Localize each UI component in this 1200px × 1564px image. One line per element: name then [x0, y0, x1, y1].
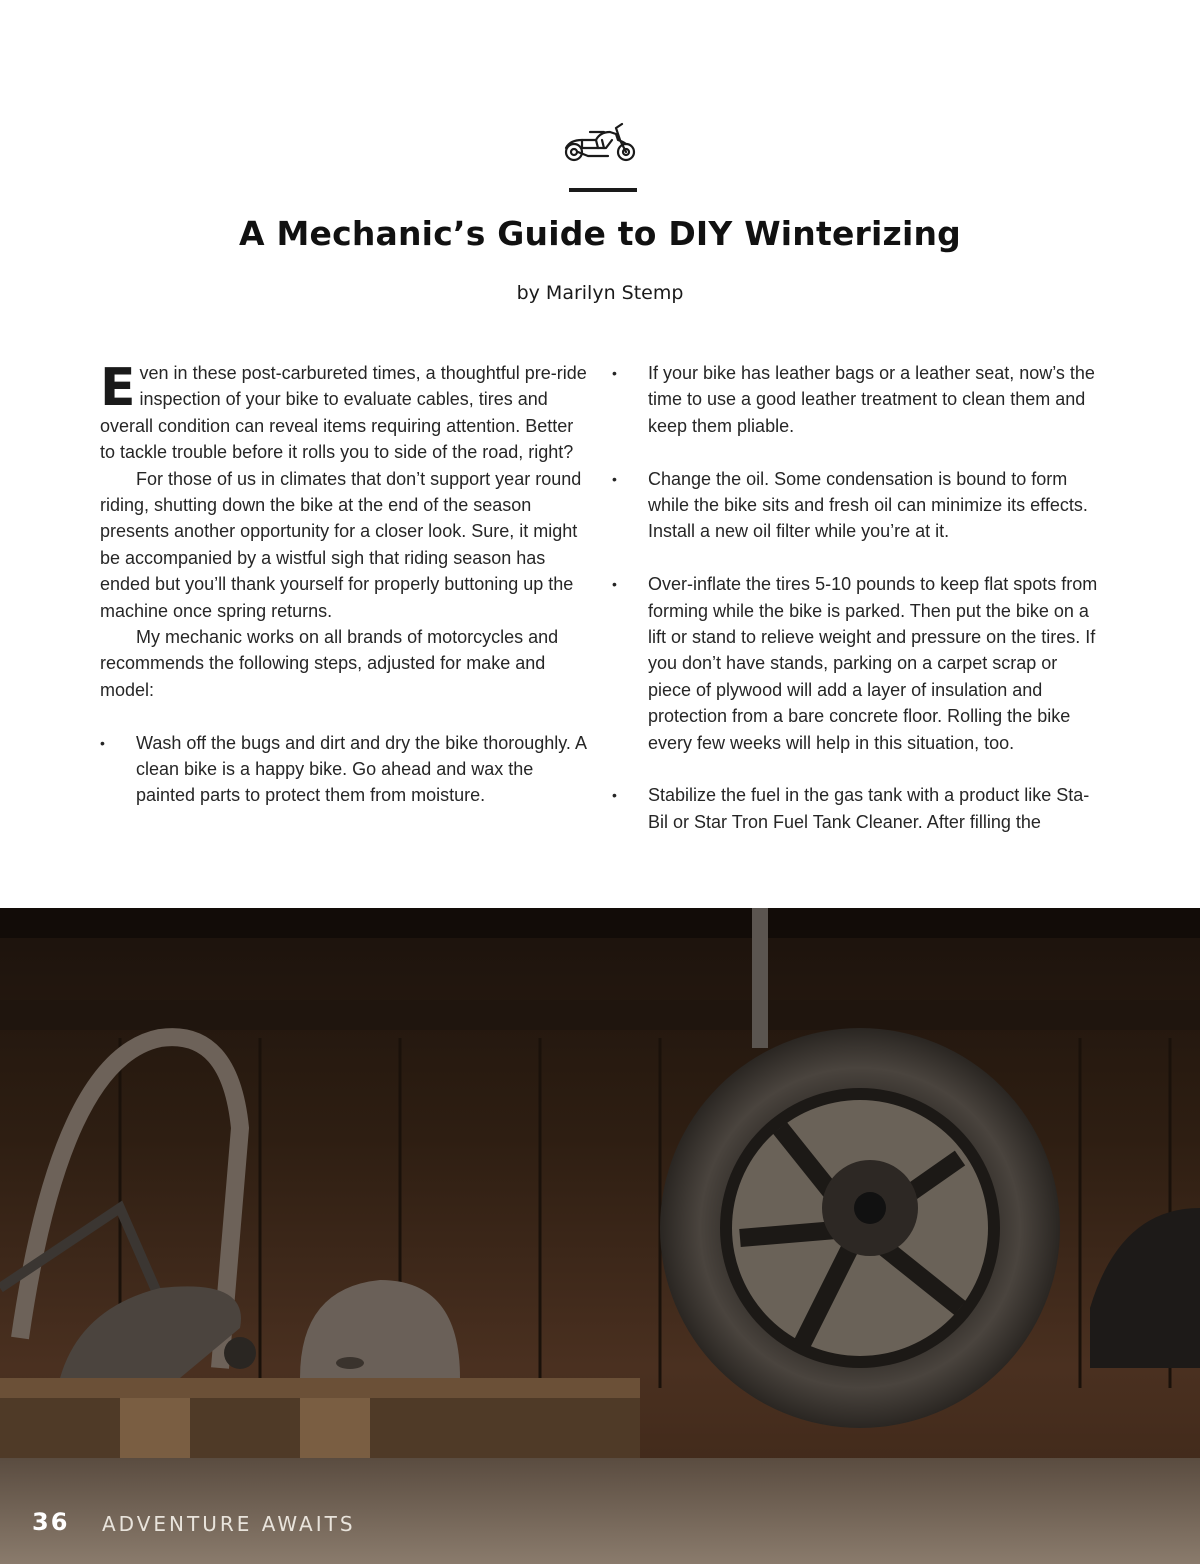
step-text: Change the oil. Some condensation is bound to form while the bike sits and fresh oil can minimize its effects. Install a new oil filter while you’re at it.: [648, 468, 1088, 542]
intro-text: ven in these post-carbureted times, a thoughtful pre-ride inspection of your bike to evaluate cables, tires and overall condition can reveal items requiring attention. Better to tackle trouble before it rolls you to side of the road, right?: [100, 363, 587, 463]
step-text: If your bike has leather bags or a leather seat, now’s the time to use a good leather treatment to clean them and keep them pliable.: [648, 363, 1095, 436]
step-text: Over-inflate the tires 5-10 pounds to keep flat spots from forming while the bike is parked. Then put the bike on a lift or stand to relieve weight and pressure on the tires. If you don’t have stands, parking on a carpet scrap or piece of plywood will add a layer of insulation and protection from a bare concrete floor. Rolling the bike every few weeks will help in this situation, too.: [648, 574, 1098, 753]
left-column: [100, 360, 590, 835]
garage-photo: [0, 908, 1200, 1564]
list-item: [600, 571, 1102, 756]
drop-cap: E: [100, 358, 136, 418]
section-name: ADVENTURE AWAITS: [102, 1512, 356, 1536]
list-item: [600, 466, 1102, 545]
step-text: Stabilize the fuel in the gas tank with a product like Sta-Bil or Star Tron Fuel Tank Cleaner. After filling the: [648, 785, 1090, 832]
title-rule: [569, 188, 637, 192]
motorcycle-icon: [560, 118, 640, 166]
bullet-icon: •: [100, 734, 105, 751]
byline: by Marilyn Stemp: [516, 282, 684, 304]
step-text: Wash off the bugs and dirt and dry the bike thoroughly. A clean bike is a happy bike. Go ahead and wax the painted parts to protect them from moisture.: [136, 732, 586, 806]
list-item: [600, 360, 1102, 439]
paragraph-climates: For those of us in climates that don’t support year round riding, shutting down the bike at the end of the season presents another opportunity for a closer look. Sure, it might be accompanied by a wistful sigh that riding season has ended but you’ll thank yourself for properly buttoning up the machine once spring returns.: [100, 468, 582, 621]
right-column: [600, 360, 1102, 862]
list-item: [100, 730, 590, 809]
bullet-icon: •: [612, 576, 617, 593]
bullet-icon: •: [612, 787, 617, 804]
steps-list-right: [600, 360, 1102, 835]
steps-list-left: [100, 730, 590, 809]
bullet-icon: •: [612, 365, 617, 381]
article-title: A Mechanic’s Guide to DIY Winterizing: [239, 214, 961, 253]
paragraph-mechanic: My mechanic works on all brands of motorcycles and recommends the following steps, adjusted for make and model:: [100, 627, 559, 700]
page-number: 36: [32, 1508, 70, 1536]
bullet-icon: •: [612, 470, 617, 487]
list-item: [600, 782, 1102, 835]
intro-paragraph: [100, 360, 590, 466]
